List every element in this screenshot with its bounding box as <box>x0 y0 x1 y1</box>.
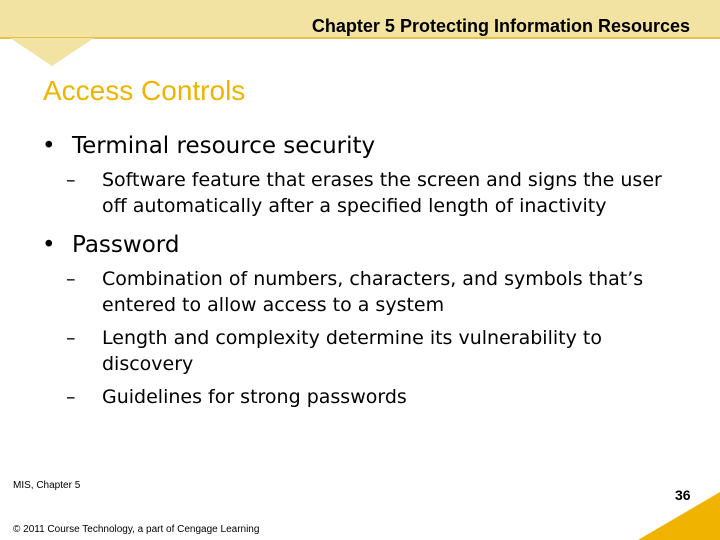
sub-bullet-2-1 <box>66 266 686 318</box>
header-rule <box>0 37 720 39</box>
footer-course: MIS, Chapter 5 <box>13 480 81 491</box>
footer-copyright: © 2011 Course Technology, a part of Cengage Learning <box>13 524 260 535</box>
sub-bullet-text: Guidelines for strong passwords <box>102 386 407 408</box>
sub-bullet-2-2 <box>66 325 686 377</box>
slide-content <box>42 130 692 410</box>
bullet-item-1 <box>42 130 692 162</box>
bullet-item-2 <box>42 229 692 261</box>
bullet-text: Password <box>72 232 180 258</box>
sub-bullet-text: Combination of numbers, characters, and symbols that’s entered to allow access to a system <box>102 268 644 316</box>
bullet-marker: • <box>42 133 56 159</box>
sub-bullet-text: Length and complexity determine its vulnerability to discovery <box>102 327 602 375</box>
sub-bullet-1-1 <box>66 167 686 219</box>
dash-marker: – <box>66 169 76 191</box>
dash-marker: – <box>66 386 76 408</box>
sub-bullet-2-3 <box>66 384 686 410</box>
bullet-marker: • <box>42 232 56 258</box>
header-tab-decoration <box>10 38 94 66</box>
slide-title: Access Controls <box>43 75 246 106</box>
page-number: 36 <box>675 487 691 503</box>
sub-bullet-text: Software feature that erases the screen and signs the user off automatically after a specified length of inactivity <box>102 169 662 217</box>
dash-marker: – <box>66 268 76 290</box>
chapter-title: Chapter 5 Protecting Information Resources <box>311 16 690 36</box>
dash-marker: – <box>66 327 76 349</box>
bullet-text: Terminal resource security <box>72 133 376 159</box>
